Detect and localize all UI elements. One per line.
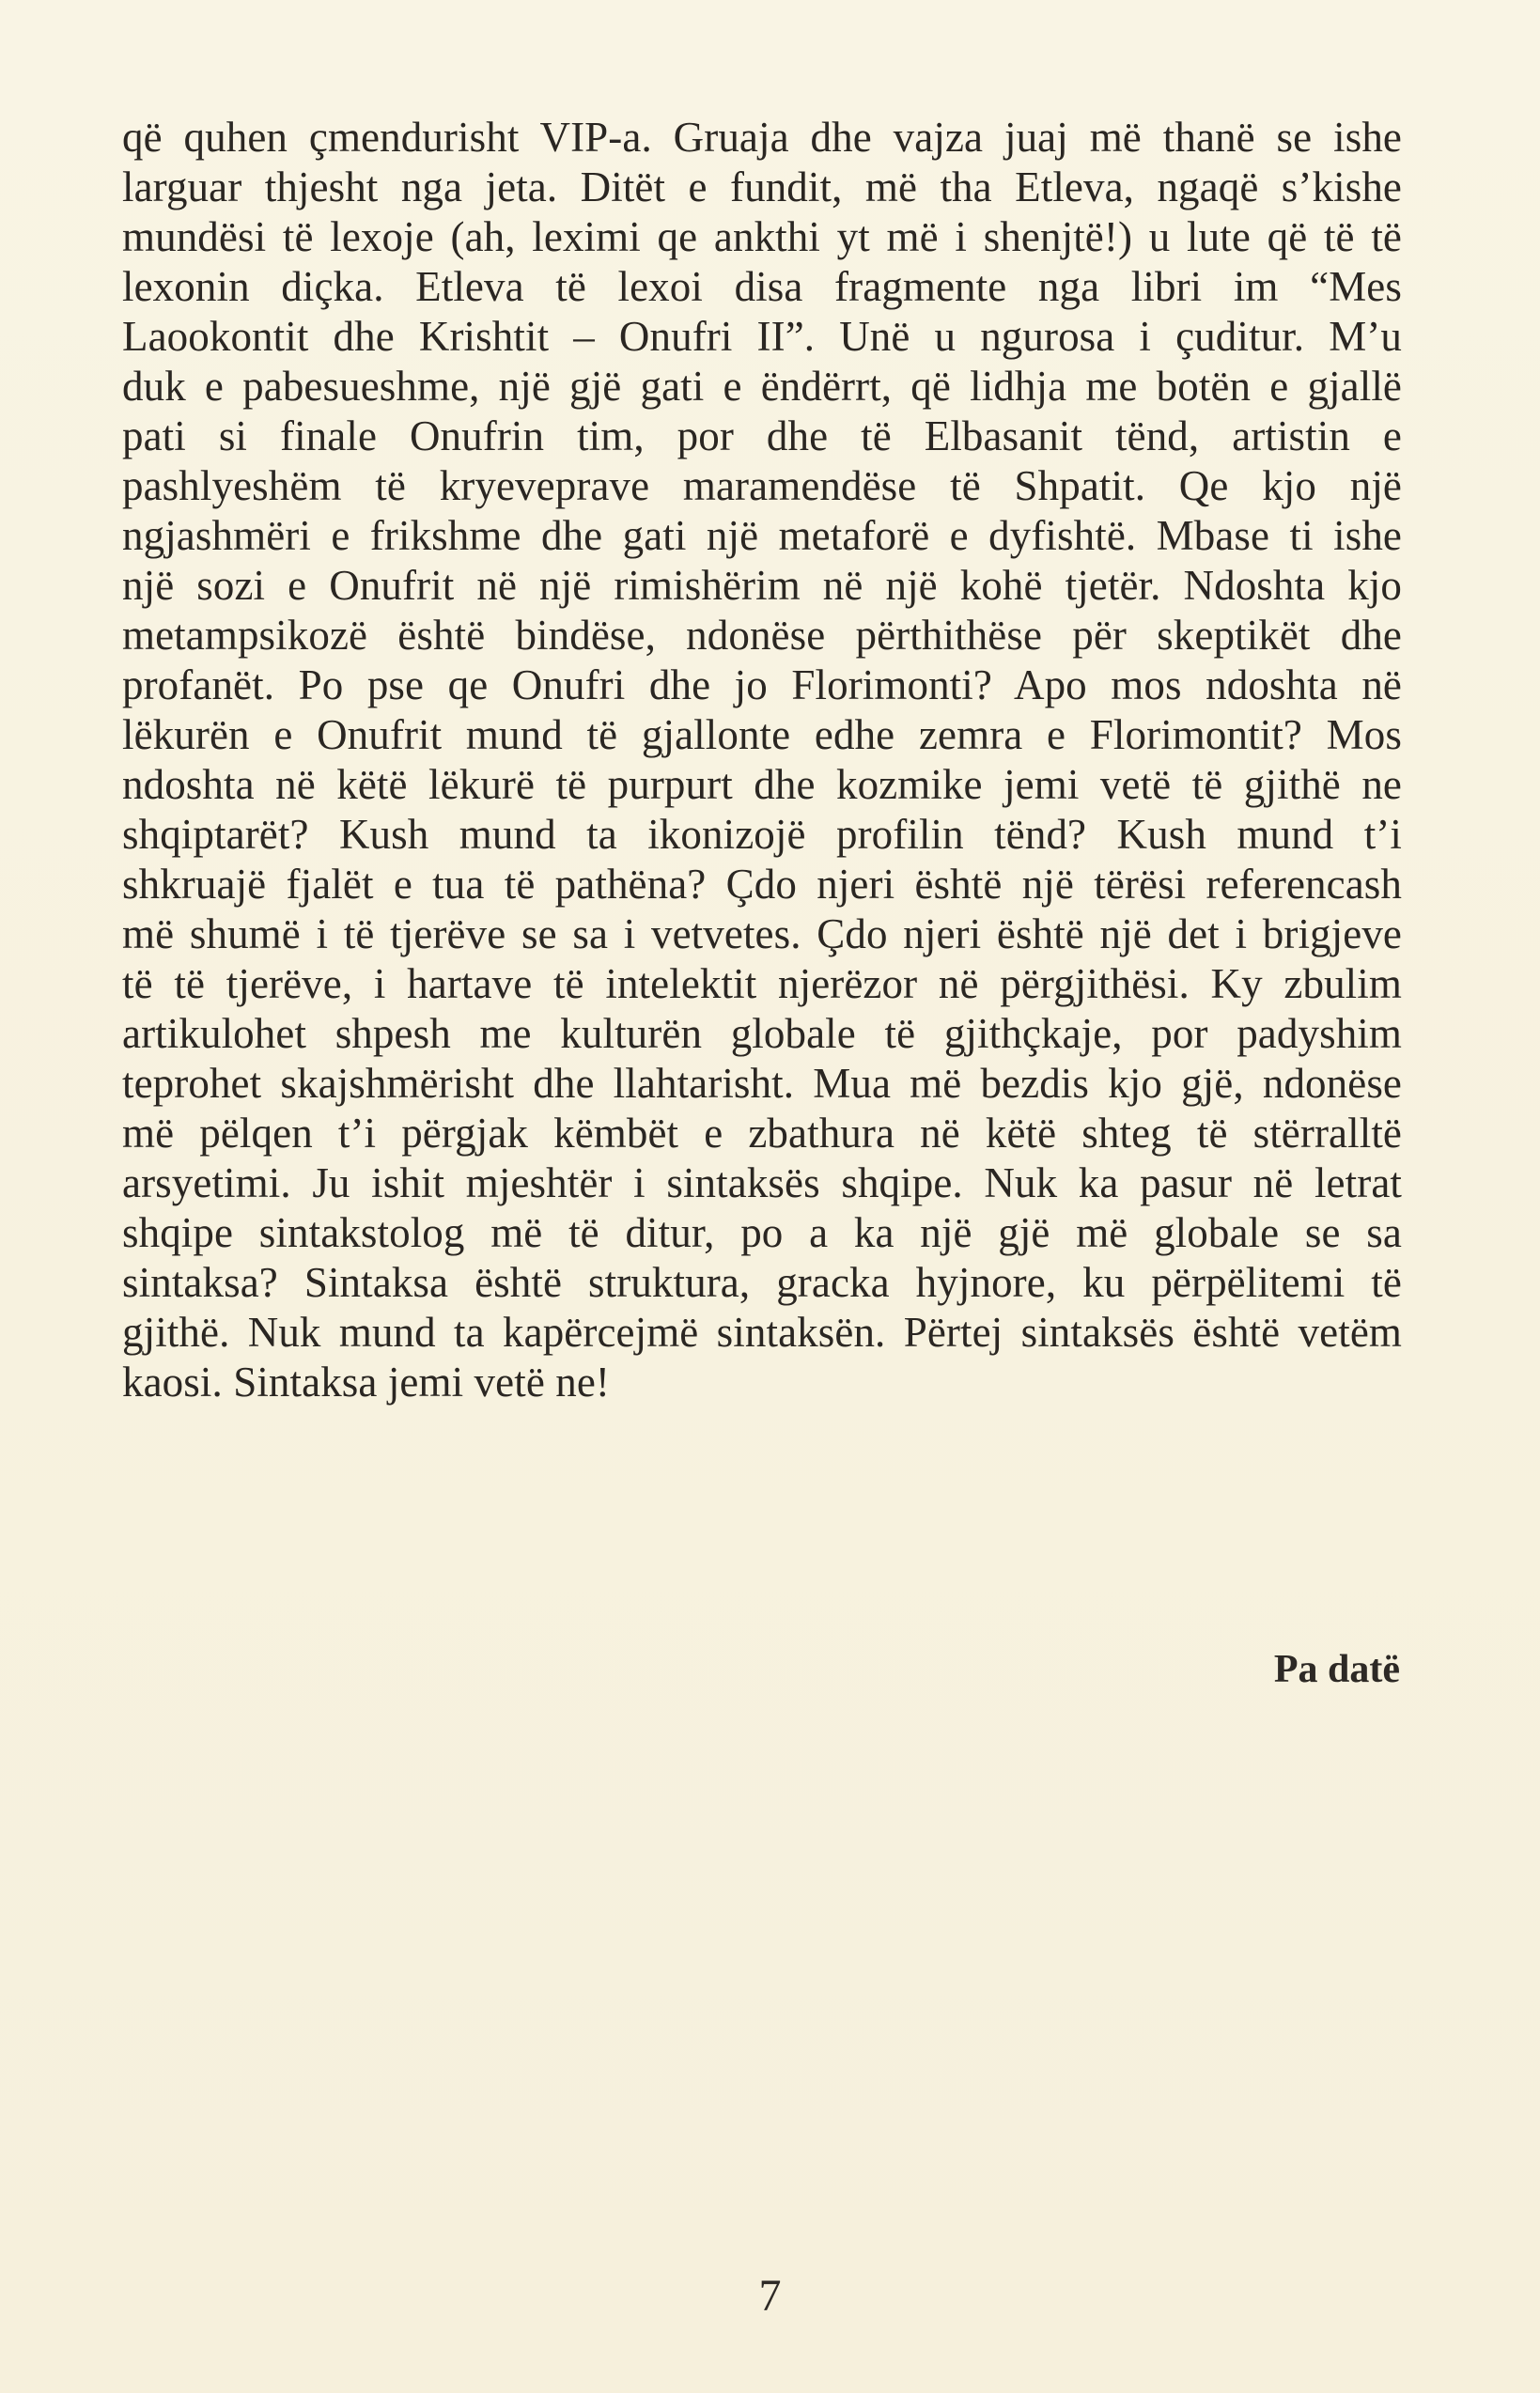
text-line: kaosi. Sintaksa jemi vetë ne!	[122, 1359, 611, 1406]
text-line: larguar thjesht nga jeta. Ditët e fundit, më tha Etleva, ngaqë s’kishe	[122, 163, 1402, 210]
text-line: teprohet skajshmërisht dhe llahtarisht. Mua më bezdis kjo gjë, ndonëse	[122, 1060, 1402, 1107]
text-line: shqipe sintakstolog më të ditur, po a ka një gjë më globale se sa	[122, 1209, 1402, 1256]
text-line: pati si finale Onufrin tim, por dhe të Elbasanit tënd, artistin e	[122, 412, 1402, 459]
text-line: shqiptarët? Kush mund ta ikonizojë profilin tënd? Kush mund t’i	[122, 811, 1402, 858]
text-line: mundësi të lexoje (ah, leximi qe ankthi yt më i shenjtë!) u lute që të të	[122, 213, 1402, 260]
text-line: duk e pabesueshme, një gjë gati e ëndërrt, që lidhja me botën e gjallë	[122, 363, 1402, 410]
text-line: profanët. Po pse qe Onufri dhe jo Florimonti? Apo mos ndoshta në	[122, 661, 1402, 708]
text-line: arsyetimi. Ju ishit mjeshtër i sintaksës shqipe. Nuk ka pasur në letrat	[122, 1159, 1402, 1206]
date-signature: Pa datë	[1273, 1648, 1400, 1691]
text-line: Laookontit dhe Krishtit – Onufri II”. Unë u ngurosa i çuditur. M’u	[122, 313, 1402, 360]
text-line: metampsikozë është bindëse, ndonëse përthithëse për skeptikët dhe	[122, 612, 1402, 659]
page-number: 7	[758, 2271, 782, 2321]
text-line: të të tjerëve, i hartave të intelektit njerëzor në përgjithësi. Ky zbulim	[122, 960, 1402, 1007]
text-line: ndoshta në këtë lëkurë të purpurt dhe kozmike jemi vetë të gjithë ne	[122, 761, 1402, 808]
text-line: lexonin diçka. Etleva të lexoi disa fragmente nga libri im “Mes	[122, 263, 1402, 310]
text-line: ngjashmëri e frikshme dhe gati një metaforë e dyfishtë. Mbase ti ishe	[122, 512, 1402, 559]
text-line: pashlyeshëm të kryeveprave maramendëse të Shpatit. Qe kjo një	[122, 462, 1402, 509]
text-line: më shumë i të tjerëve se sa i vetvetes. Çdo njeri është një det i brigjeve	[122, 910, 1402, 957]
text-line: gjithë. Nuk mund ta kapërcejmë sintaksën. Përtej sintaksës është vetëm	[122, 1309, 1402, 1356]
text-line: artikulohet shpesh me kulturën globale të gjithçkaje, por padyshim	[122, 1010, 1402, 1057]
text-line: më pëlqen t’i përgjak këmbët e zbathura në këtë shteg të stërralltë	[122, 1110, 1402, 1157]
text-line: lëkurën e Onufrit mund të gjallonte edhe zemra e Florimontit? Mos	[122, 711, 1402, 758]
text-line: sintaksa? Sintaksa është struktura, gracka hyjnore, ku përpëlitemi të	[122, 1259, 1402, 1306]
text-line: një sozi e Onufrit në një rimishërim në një kohë tjetër. Ndoshta kjo	[122, 562, 1402, 609]
body-text	[122, 113, 1402, 1407]
text-line: shkruajë fjalët e tua të pathëna? Çdo njeri është një tërësi referencash	[122, 861, 1402, 908]
text-line: që quhen çmendurisht VIP-a. Gruaja dhe vajza juaj më thanë se ishe	[122, 114, 1402, 161]
